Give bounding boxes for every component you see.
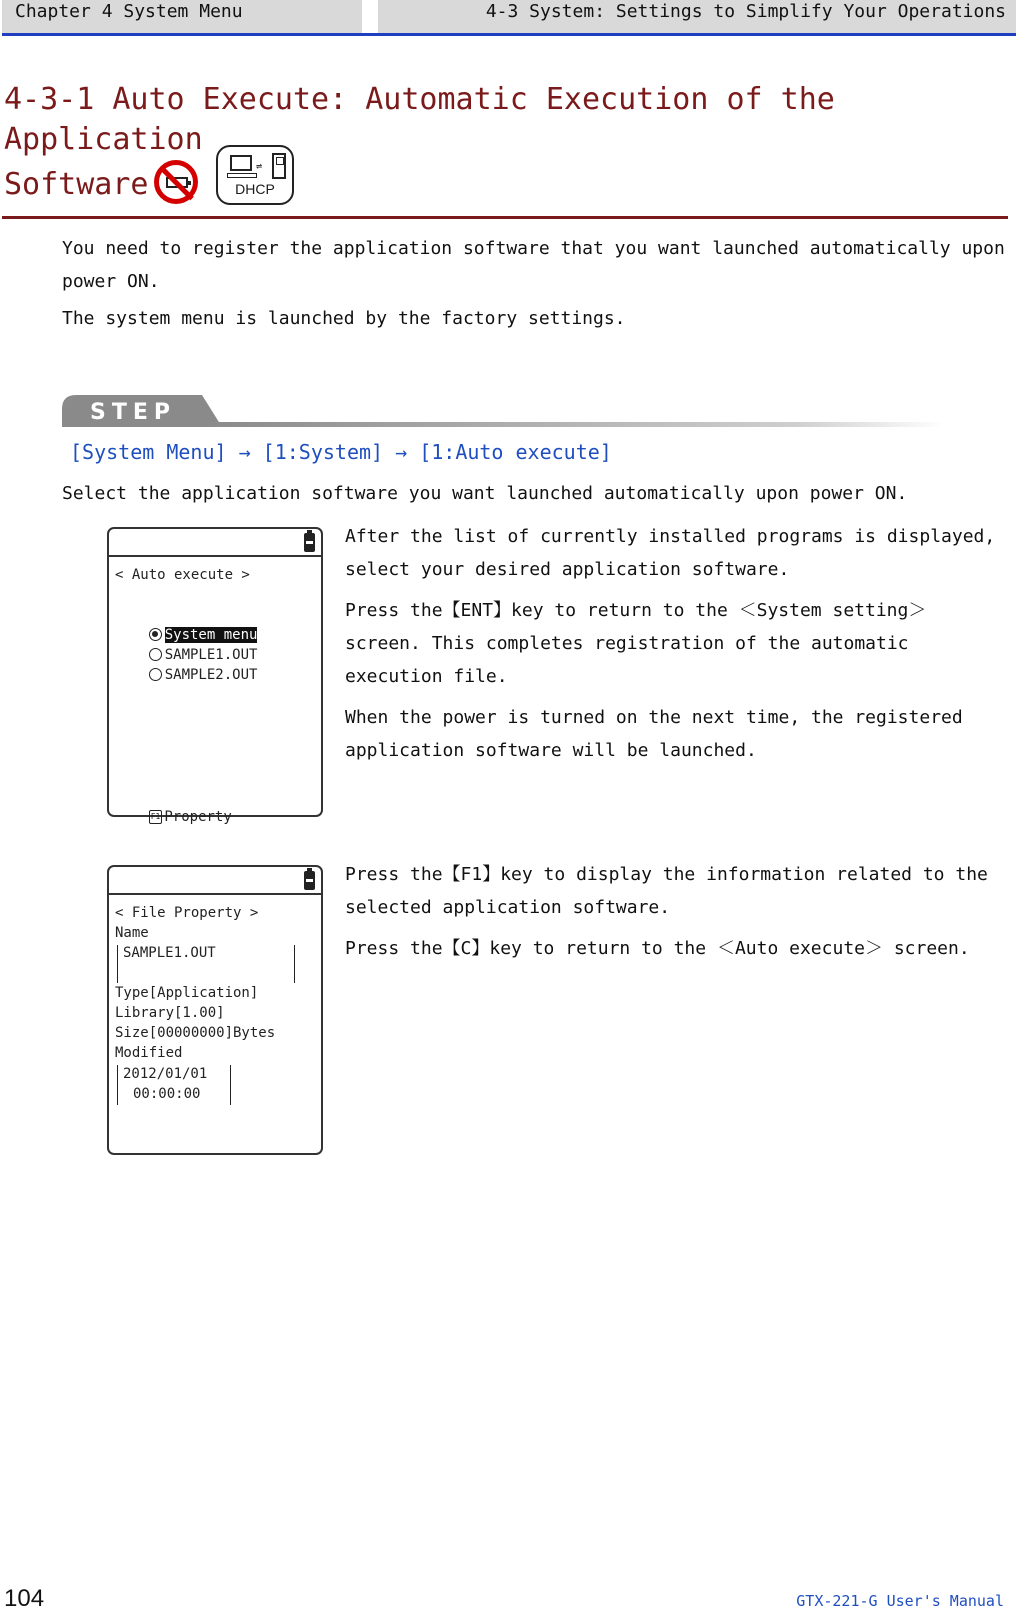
- page-number: 104: [4, 1585, 45, 1612]
- f1-key-icon: F1: [149, 810, 163, 824]
- modified-date: 2012/01/01: [123, 1066, 208, 1082]
- screen-title: < Auto execute >: [115, 567, 250, 583]
- manual-title: GTX-221-G User's Manual: [796, 1592, 1004, 1610]
- screen2-text-2: Press the【C】key to return to the ＜Auto execute＞ screen.: [345, 938, 970, 959]
- screen1-text-3: When the power is turned on the next time, the registered application software will be launched.: [345, 707, 963, 761]
- name-value: SAMPLE1.OUT: [123, 945, 216, 961]
- header-chapter: Chapter 4 System Menu: [15, 1, 243, 22]
- menu-path: [System Menu] → [1:System] → [1:Auto execute]: [70, 440, 612, 464]
- property-softkey[interactable]: F1 Property: [150, 809, 232, 825]
- modified-time: 00:00:00: [133, 1086, 201, 1102]
- option-sample2[interactable]: SAMPLE2.OUT: [115, 645, 257, 705]
- screen1-description: [345, 520, 1010, 775]
- option-sample1[interactable]: SAMPLE1.OUT: [115, 625, 257, 685]
- running-header: [2, 0, 1016, 36]
- screen-title: < File Property >: [115, 905, 259, 921]
- screen2-description: [345, 858, 1010, 973]
- step-instruction: Select the application software you want launched automatically upon power ON.: [62, 483, 908, 504]
- section-title: 4-3-1 Auto Execute: Automatic Execution of the Application: [4, 82, 835, 157]
- header-separator: [362, 0, 378, 33]
- header-section: 4-3 System: Settings to Simplify Your Operations: [485, 1, 1006, 22]
- step-rule: [205, 422, 945, 427]
- no-battery-icon: [154, 160, 198, 204]
- screen1-text-1: After the list of currently installed programs is displayed, select your desired application software.: [345, 526, 996, 580]
- size-line: Size[00000000]Bytes: [115, 1025, 276, 1041]
- name-label: Name: [115, 925, 149, 941]
- option-system-menu[interactable]: System menu: [115, 605, 257, 665]
- battery-icon: [304, 533, 315, 552]
- screen1-text-2: Press the【ENT】key to return to the ＜System setting＞ screen. This completes registration of the automatic execution file.: [345, 600, 927, 687]
- modified-label: Modified: [115, 1045, 183, 1061]
- dhcp-label: DHCP: [235, 181, 275, 197]
- battery-icon: [304, 871, 315, 890]
- title-rule: [2, 216, 1008, 219]
- device-screen-file-property: [107, 865, 323, 1155]
- section-title-line2: Software: [4, 167, 149, 202]
- type-line: Type[Application]: [115, 985, 259, 1001]
- dhcp-icon: ⇌ DHCP: [216, 145, 294, 205]
- intro-paragraph-1: You need to register the application software that you want launched automatically upon power ON.: [62, 238, 1005, 292]
- radio-icon: [149, 668, 162, 681]
- device-screen-auto-execute: [107, 527, 323, 825]
- screen2-text-1: Press the【F1】key to display the information related to the selected application software.: [345, 864, 988, 918]
- intro-paragraph-2: The system menu is launched by the factory settings.: [62, 308, 626, 329]
- library-line: Library[1.00]: [115, 1005, 225, 1021]
- step-label: STEP: [90, 400, 177, 425]
- step-badge: [62, 395, 222, 427]
